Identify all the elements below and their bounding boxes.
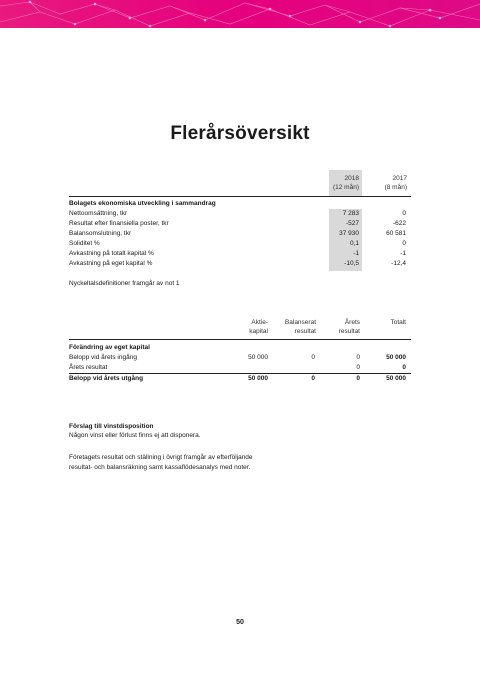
value-balanserat: 0 [311,354,315,361]
col-header-2017-year: 2017 [392,175,407,182]
row-label: Avkastning på totalt kapital % [69,250,154,257]
value-2018: -527 [345,220,359,227]
col-header-line: resultat [338,328,360,335]
page-number: 50 [236,619,244,626]
row-label: Nettoomsättning, tkr [69,210,128,217]
col-header-2018 [312,174,359,192]
value-2017: 60 581 [386,230,406,237]
col-header-line: Årets [344,319,360,326]
col-header-totalt [358,318,406,327]
row-label: Soliditet % [69,240,100,247]
row-label: Resultat efter finansiella poster, tkr [69,220,169,227]
value-arets-resultat: 0 [356,364,360,371]
value-2017: -1 [400,250,406,257]
value-2017: 0 [402,210,406,217]
table-row [69,249,411,259]
col-header-2018-year: 2018 [344,175,359,182]
value-2017: 0 [402,240,406,247]
value-2017: -12,4 [391,260,406,267]
row-label: Balansomslutning, tkr [69,230,132,237]
col-header-line: Aktie- [251,319,268,326]
table-total-row [69,374,411,384]
disposition-heading: Förslag till vinstdisposition [69,423,154,430]
table-row [69,353,411,363]
page-title: Flerårsöversikt [170,123,310,144]
table-row [69,259,411,269]
col-header-line: Balanserat [284,319,316,326]
col-header-aktiekapital [220,318,268,336]
paragraph-line-1: Företagets resultat och ställning i övrigt framgår av efterföljande [69,454,253,461]
disposition-text: Någon vinst eller förlust finns ej att disponera. [69,432,201,439]
value-2018: -10,5 [344,260,359,267]
table-row [69,363,411,373]
value-totalt: 0 [402,364,406,371]
value-arets-resultat: 0 [356,375,360,382]
col-header-line: resultat [294,328,316,335]
table-divider [69,339,411,340]
value-arets-resultat: 0 [356,354,360,361]
paragraph-line-2: resultat- och balansräkning samt kassaflödesanalys med noter. [69,464,251,471]
row-label: Avkastning på eget kapital % [69,260,153,267]
col-header-arets-resultat [312,318,360,336]
row-label: Årets resultat [69,364,108,371]
key-ratio-note: Nyckeltalsdefinitioner framgår av not 1 [69,280,180,287]
section-heading: Bolagets ekonomiska utveckling i sammandrag [69,200,216,207]
section-heading: Förändring av eget kapital [69,344,150,351]
value-balanserat: 0 [311,375,315,382]
value-2018: 0,1 [349,240,359,247]
table-divider [69,196,411,197]
decorative-banner [0,0,480,28]
col-header-2017 [360,174,407,192]
value-2018: 7 283 [342,210,359,217]
col-header-balanserat-resultat [266,318,316,336]
value-aktiekapital: 50 000 [248,375,268,382]
value-aktiekapital: 50 000 [248,354,268,361]
col-header-2018-period: (12 mån) [332,184,359,191]
table-row [69,229,411,239]
value-totalt: 50 000 [386,354,406,361]
col-header-2017-period: (8 mån) [384,184,407,191]
table-row [69,209,411,219]
row-label: Belopp vid årets utgång [69,375,144,382]
col-header-line: kapital [249,328,268,335]
value-2017: -622 [392,220,406,227]
table-row [69,239,411,249]
row-label: Belopp vid årets ingång [69,354,137,361]
col-header-line: Totalt [390,319,406,326]
value-2018: -1 [353,250,359,257]
value-totalt: 50 000 [386,375,406,382]
table-row [69,219,411,229]
value-2018: 37 930 [339,230,359,237]
